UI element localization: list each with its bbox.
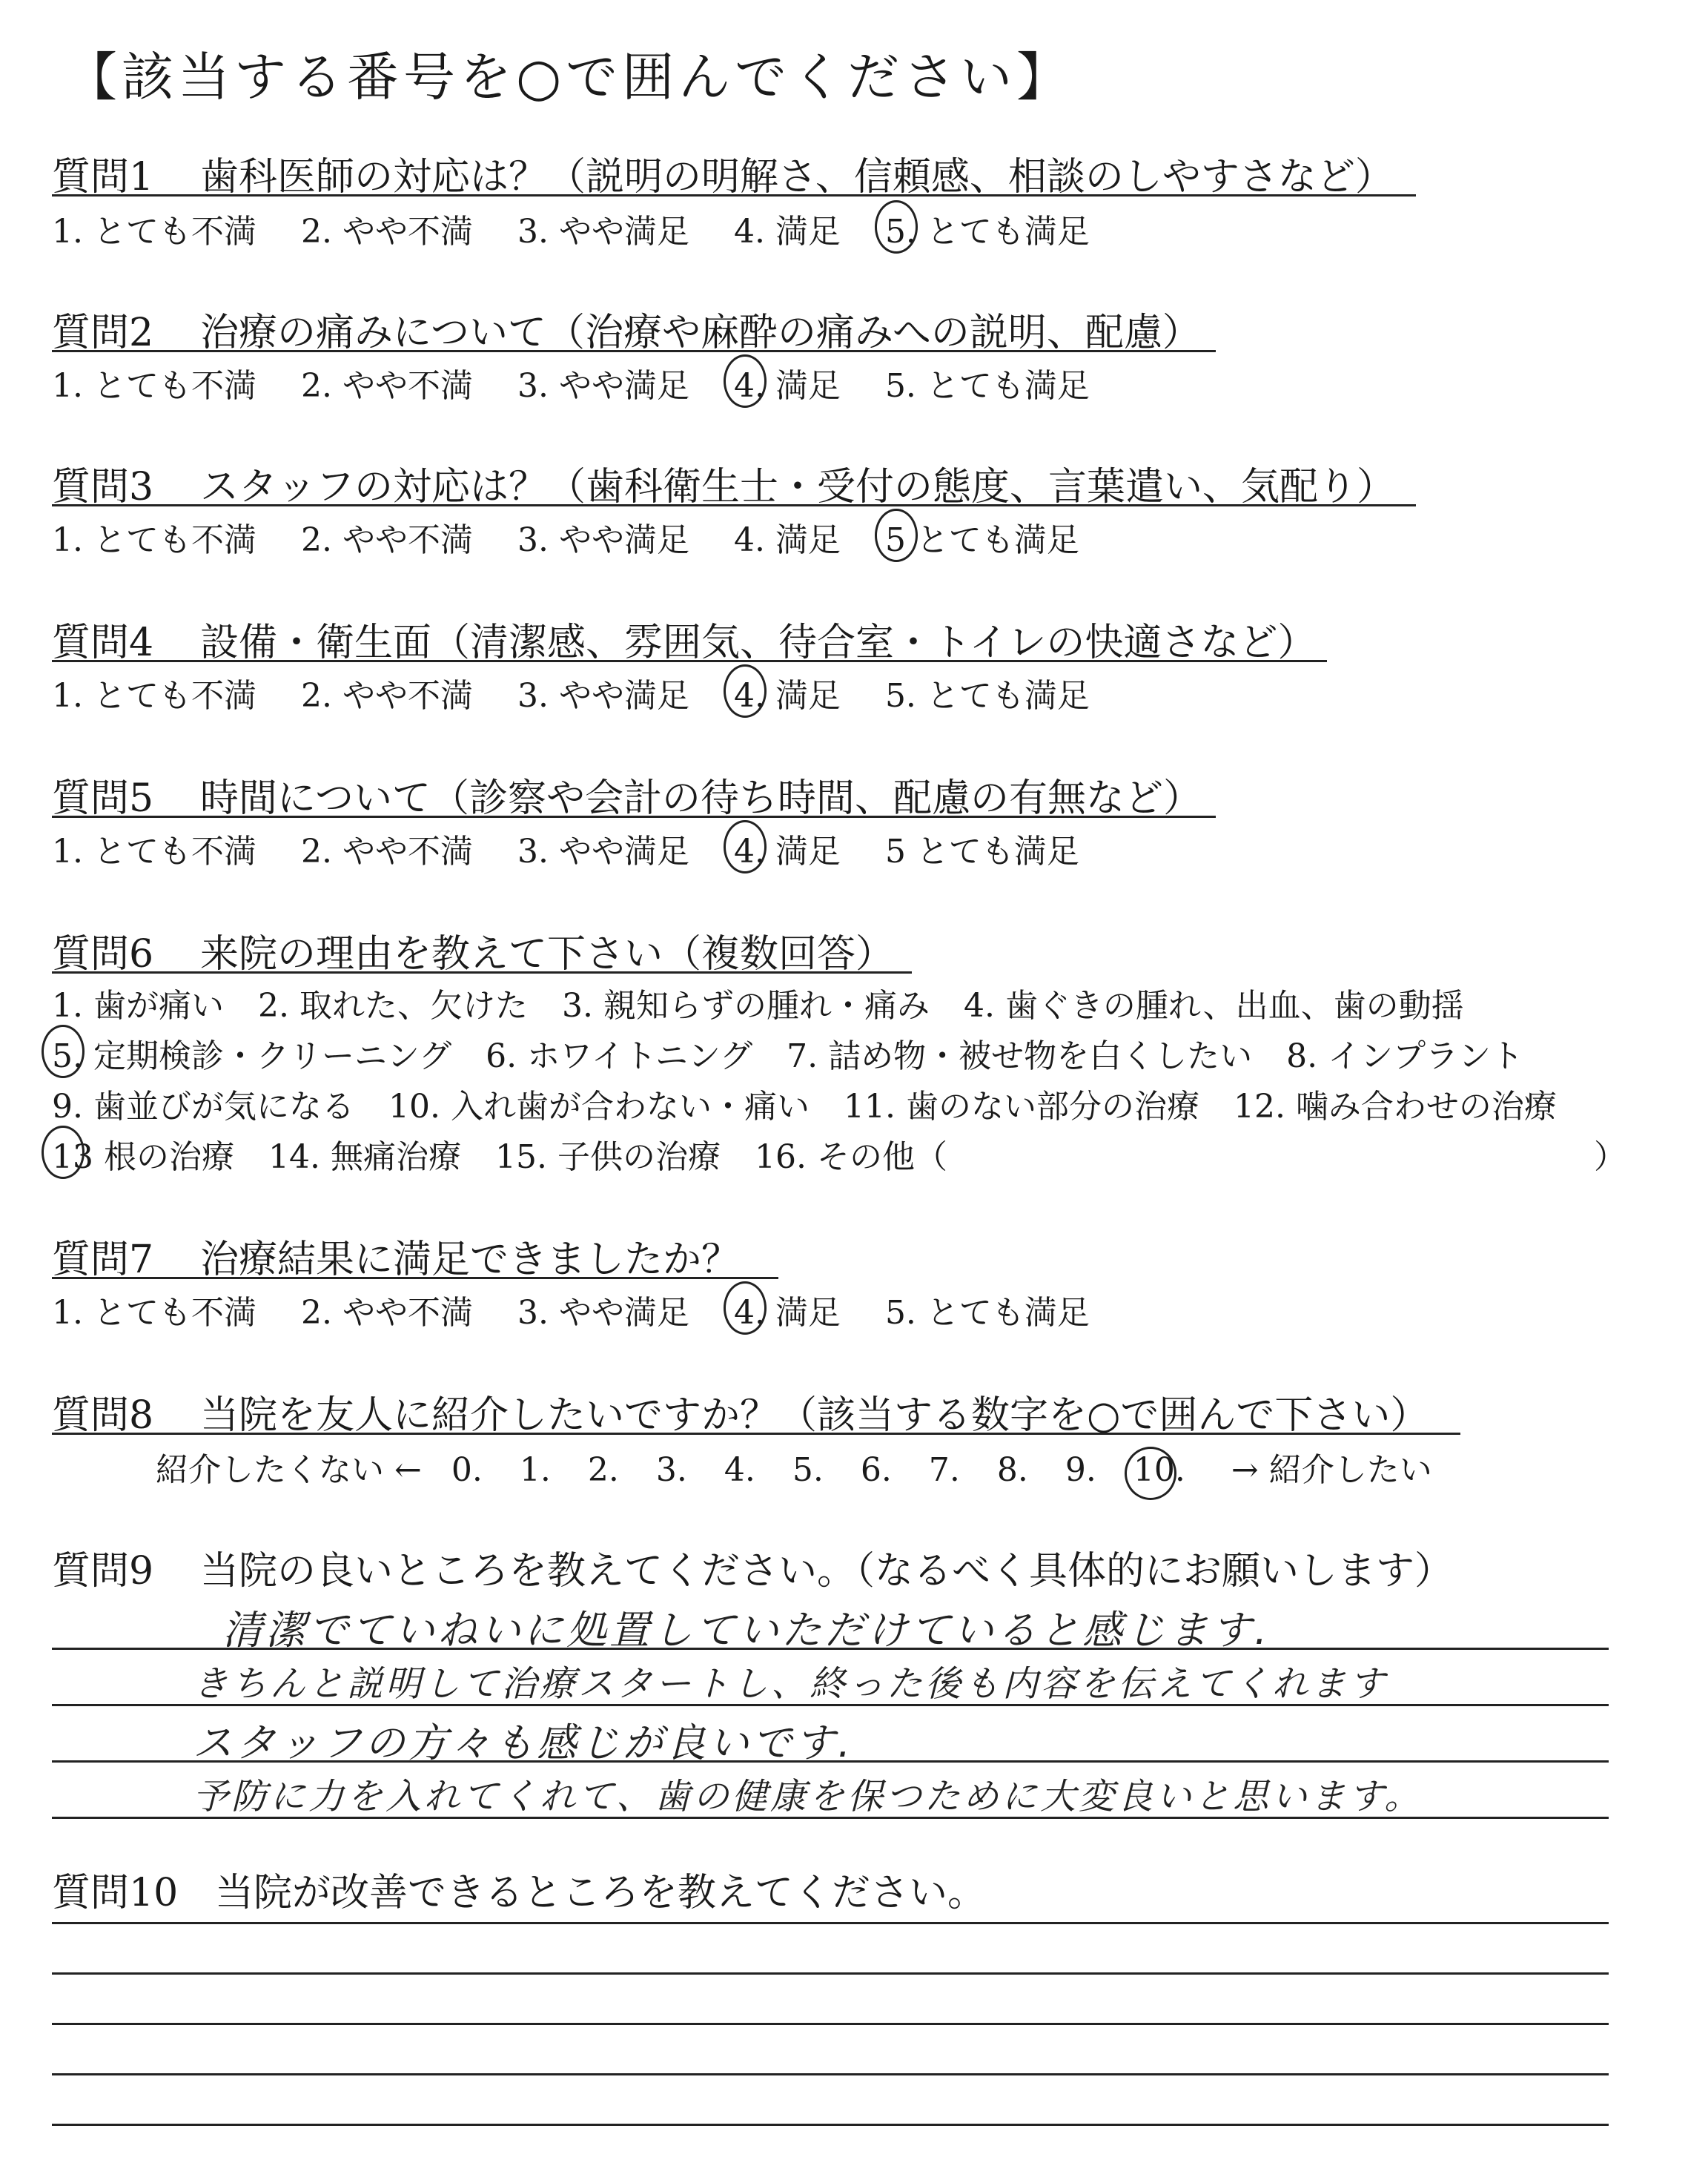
q6-options-row-3 <box>52 1080 1557 1127</box>
q6-option-10[interactable]: 10. 入れ歯が合わない・痛い <box>388 1088 810 1126</box>
answer-rule <box>52 2073 1609 2075</box>
q6-option-4[interactable]: 4. 歯ぐきの腫れ、出血、歯の動揺 <box>963 987 1464 1025</box>
answer-rule <box>52 2023 1609 2025</box>
option-3[interactable]: 3. やや満足 <box>517 367 689 405</box>
option-5[interactable]: 5. とても満足 <box>884 1294 1090 1332</box>
question-number: 質問4 <box>52 621 154 665</box>
answer-rule <box>52 1648 1609 1650</box>
question-text: 来院の理由を教えて下さい（複数回答） <box>200 932 895 977</box>
handwritten-answer-line-2: きちんと説明して治療スタートし、終った後も内容を伝えてくれます <box>193 1663 1388 1705</box>
q6-option-3[interactable]: 3. 親知らずの腫れ・痛み <box>561 987 930 1025</box>
scale-10-selected[interactable]: 10. <box>1133 1451 1202 1489</box>
scale-left-label: 紹介したくない ← <box>156 1451 422 1489</box>
question-5-options <box>52 825 1124 872</box>
option-1[interactable]: 1. とても不満 <box>52 213 256 251</box>
q6-option-6[interactable]: 6. ホワイトニング <box>486 1037 753 1075</box>
question-number: 質問5 <box>52 776 154 821</box>
question-number: 質問6 <box>52 932 154 977</box>
option-3[interactable]: 3. やや満足 <box>517 521 689 559</box>
question-text: 当院を友人に紹介したいですか？（該当する数字を○で囲んで下さい） <box>200 1393 1429 1438</box>
answer-rule <box>52 1972 1609 1975</box>
option-5[interactable]: 5. とても満足 <box>884 677 1090 715</box>
q6-option-11[interactable]: 11. 歯のない部分の治療 <box>843 1088 1199 1126</box>
option-1[interactable]: 1. とても不満 <box>52 521 256 559</box>
question-7-options <box>52 1286 1134 1333</box>
option-1[interactable]: 1. とても不満 <box>52 833 256 871</box>
q6-option-7[interactable]: 7. 詰め物・被せ物を白くしたい <box>787 1037 1253 1075</box>
answer-rule <box>52 1817 1609 1819</box>
scale-8[interactable]: 8. <box>996 1451 1028 1489</box>
q6-options-row-4 <box>52 1130 982 1178</box>
question-7-title <box>52 1228 740 1284</box>
answer-rule <box>52 1922 1609 1924</box>
question-text: 当院の良いところを教えてください。（なるべく具体的にお願いします） <box>200 1549 1454 1593</box>
question-9-title <box>52 1539 1453 1595</box>
option-4[interactable]: 4. 満足 <box>733 521 841 559</box>
question-text: 時間について（診察や会計の待ち時間、配慮の有無など） <box>200 776 1202 821</box>
q6-option-1[interactable]: 1. 歯が痛い <box>52 987 224 1025</box>
q6-option-8[interactable]: 8. インプラント <box>1286 1037 1524 1075</box>
scale-right-label: → 紹介したい <box>1231 1451 1432 1489</box>
question-2-options <box>52 359 1134 406</box>
q6-option-12[interactable]: 12. 噛み合わせの治療 <box>1233 1088 1557 1126</box>
option-2[interactable]: 2. やや不満 <box>300 367 473 405</box>
q6-other-close: ） <box>1594 1138 1626 1176</box>
option-4-selected[interactable]: 4. 満足 <box>734 1286 841 1333</box>
scale-9[interactable]: 9. <box>1065 1451 1096 1489</box>
scale-3[interactable]: 3. <box>655 1451 687 1489</box>
option-5-selected[interactable]: 5. とても満足 <box>885 205 1090 252</box>
q6-options-row-2 <box>52 1029 1558 1077</box>
question-10-title <box>52 1861 986 1917</box>
page-title: 【該当する番号を○で囲んでください】 <box>65 47 1073 108</box>
option-4[interactable]: 4. 満足 <box>733 213 841 251</box>
answer-rule <box>52 1760 1609 1763</box>
question-number: 質問9 <box>52 1549 154 1593</box>
question-text: スタッフの対応は？（歯科衛生士・受付の態度、言葉遣い、気配り） <box>200 465 1396 509</box>
scale-5[interactable]: 5. <box>792 1451 824 1489</box>
question-underline <box>52 816 1216 818</box>
answer-rule <box>52 2124 1609 2126</box>
option-5[interactable]: 5. とても満足 <box>884 367 1090 405</box>
q6-option-9[interactable]: 9. 歯並びが気になる <box>52 1088 354 1126</box>
q6-option-16[interactable]: 16. その他（ <box>754 1138 947 1176</box>
option-2[interactable]: 2. やや不満 <box>300 833 473 871</box>
option-2[interactable]: 2. やや不満 <box>300 677 473 715</box>
question-3-title <box>52 455 1395 511</box>
scale-1[interactable]: 1. <box>519 1451 551 1489</box>
option-5-selected[interactable]: 5 とても満足 <box>885 513 1079 561</box>
option-1[interactable]: 1. とても不満 <box>52 677 256 715</box>
recommend-scale <box>156 1443 1432 1490</box>
q6-option-5-selected[interactable]: 5. 定期検診・クリーニング <box>52 1029 451 1077</box>
scale-6[interactable]: 6. <box>860 1451 892 1489</box>
question-number: 質問7 <box>52 1238 154 1282</box>
option-3[interactable]: 3. やや満足 <box>517 677 689 715</box>
option-2[interactable]: 2. やや不満 <box>300 1294 473 1332</box>
scale-2[interactable]: 2. <box>587 1451 619 1489</box>
question-number: 質問1 <box>52 155 154 199</box>
option-3[interactable]: 3. やや満足 <box>517 213 689 251</box>
question-number: 質問10 <box>52 1871 179 1915</box>
option-1[interactable]: 1. とても不満 <box>52 1294 256 1332</box>
option-2[interactable]: 2. やや不満 <box>300 213 473 251</box>
question-underline <box>52 660 1327 662</box>
question-5-title <box>52 767 1202 822</box>
question-underline <box>52 194 1416 196</box>
question-text: 設備・衛生面（清潔感、雰囲気、待合室・トイレの快適さなど） <box>200 621 1317 665</box>
question-1-options <box>52 205 1134 252</box>
q6-option-14[interactable]: 14. 無痛治療 <box>268 1138 461 1176</box>
q6-option-13-selected[interactable]: 13 根の治療 <box>52 1130 234 1178</box>
question-4-options <box>52 669 1134 716</box>
question-8-title <box>52 1384 1429 1439</box>
q6-option-2[interactable]: 2. 取れた、欠けた <box>257 987 528 1025</box>
question-2-title <box>52 301 1201 357</box>
option-4-selected[interactable]: 4. 満足 <box>734 359 841 406</box>
question-text: 治療の痛みについて（治療や麻酔の痛みへの説明、配慮） <box>200 311 1201 355</box>
q6-option-15[interactable]: 15. 子供の治療 <box>494 1138 721 1176</box>
handwritten-answer-line-1: 清潔でていねいに処置していただけていると感じます. <box>222 1607 1271 1654</box>
handwritten-answer-line-3: スタッフの方々も感じが良いです. <box>193 1720 854 1766</box>
answer-rule <box>52 1704 1609 1706</box>
question-1-title <box>52 145 1394 201</box>
option-3[interactable]: 3. やや満足 <box>517 1294 689 1332</box>
scale-7[interactable]: 7. <box>928 1451 960 1489</box>
option-2[interactable]: 2. やや不満 <box>300 521 473 559</box>
question-text: 治療結果に満足できましたか？ <box>200 1238 741 1282</box>
question-underline <box>52 971 912 974</box>
question-3-options <box>52 513 1124 561</box>
question-underline <box>52 504 1416 506</box>
scale-0[interactable]: 0. <box>451 1451 483 1489</box>
option-4-selected[interactable]: 4. 満足 <box>734 669 841 716</box>
question-underline <box>52 1433 1460 1435</box>
q6-options-row-1 <box>52 979 1498 1026</box>
question-number: 質問8 <box>52 1393 154 1438</box>
question-number: 質問2 <box>52 311 154 355</box>
option-3[interactable]: 3. やや満足 <box>517 833 689 871</box>
question-number: 質問3 <box>52 465 154 509</box>
handwritten-answer-line-4: 予防に力を入れてくれて、歯の健康を保つために大変良いと思います。 <box>193 1776 1423 1817</box>
option-1[interactable]: 1. とても不満 <box>52 367 256 405</box>
question-underline <box>52 350 1216 352</box>
question-6-title <box>52 922 894 978</box>
question-underline <box>52 1277 778 1279</box>
question-4-title <box>52 611 1316 667</box>
question-text: 当院が改善できるところを教えてください。 <box>215 1871 987 1915</box>
question-text: 歯科医師の対応は？（説明の明解さ、信頼感、相談のしやすさなど） <box>200 155 1394 199</box>
option-4-selected[interactable]: 4. 満足 <box>734 825 841 872</box>
option-5[interactable]: 5 とても満足 <box>884 833 1079 871</box>
scale-4[interactable]: 4. <box>724 1451 755 1489</box>
